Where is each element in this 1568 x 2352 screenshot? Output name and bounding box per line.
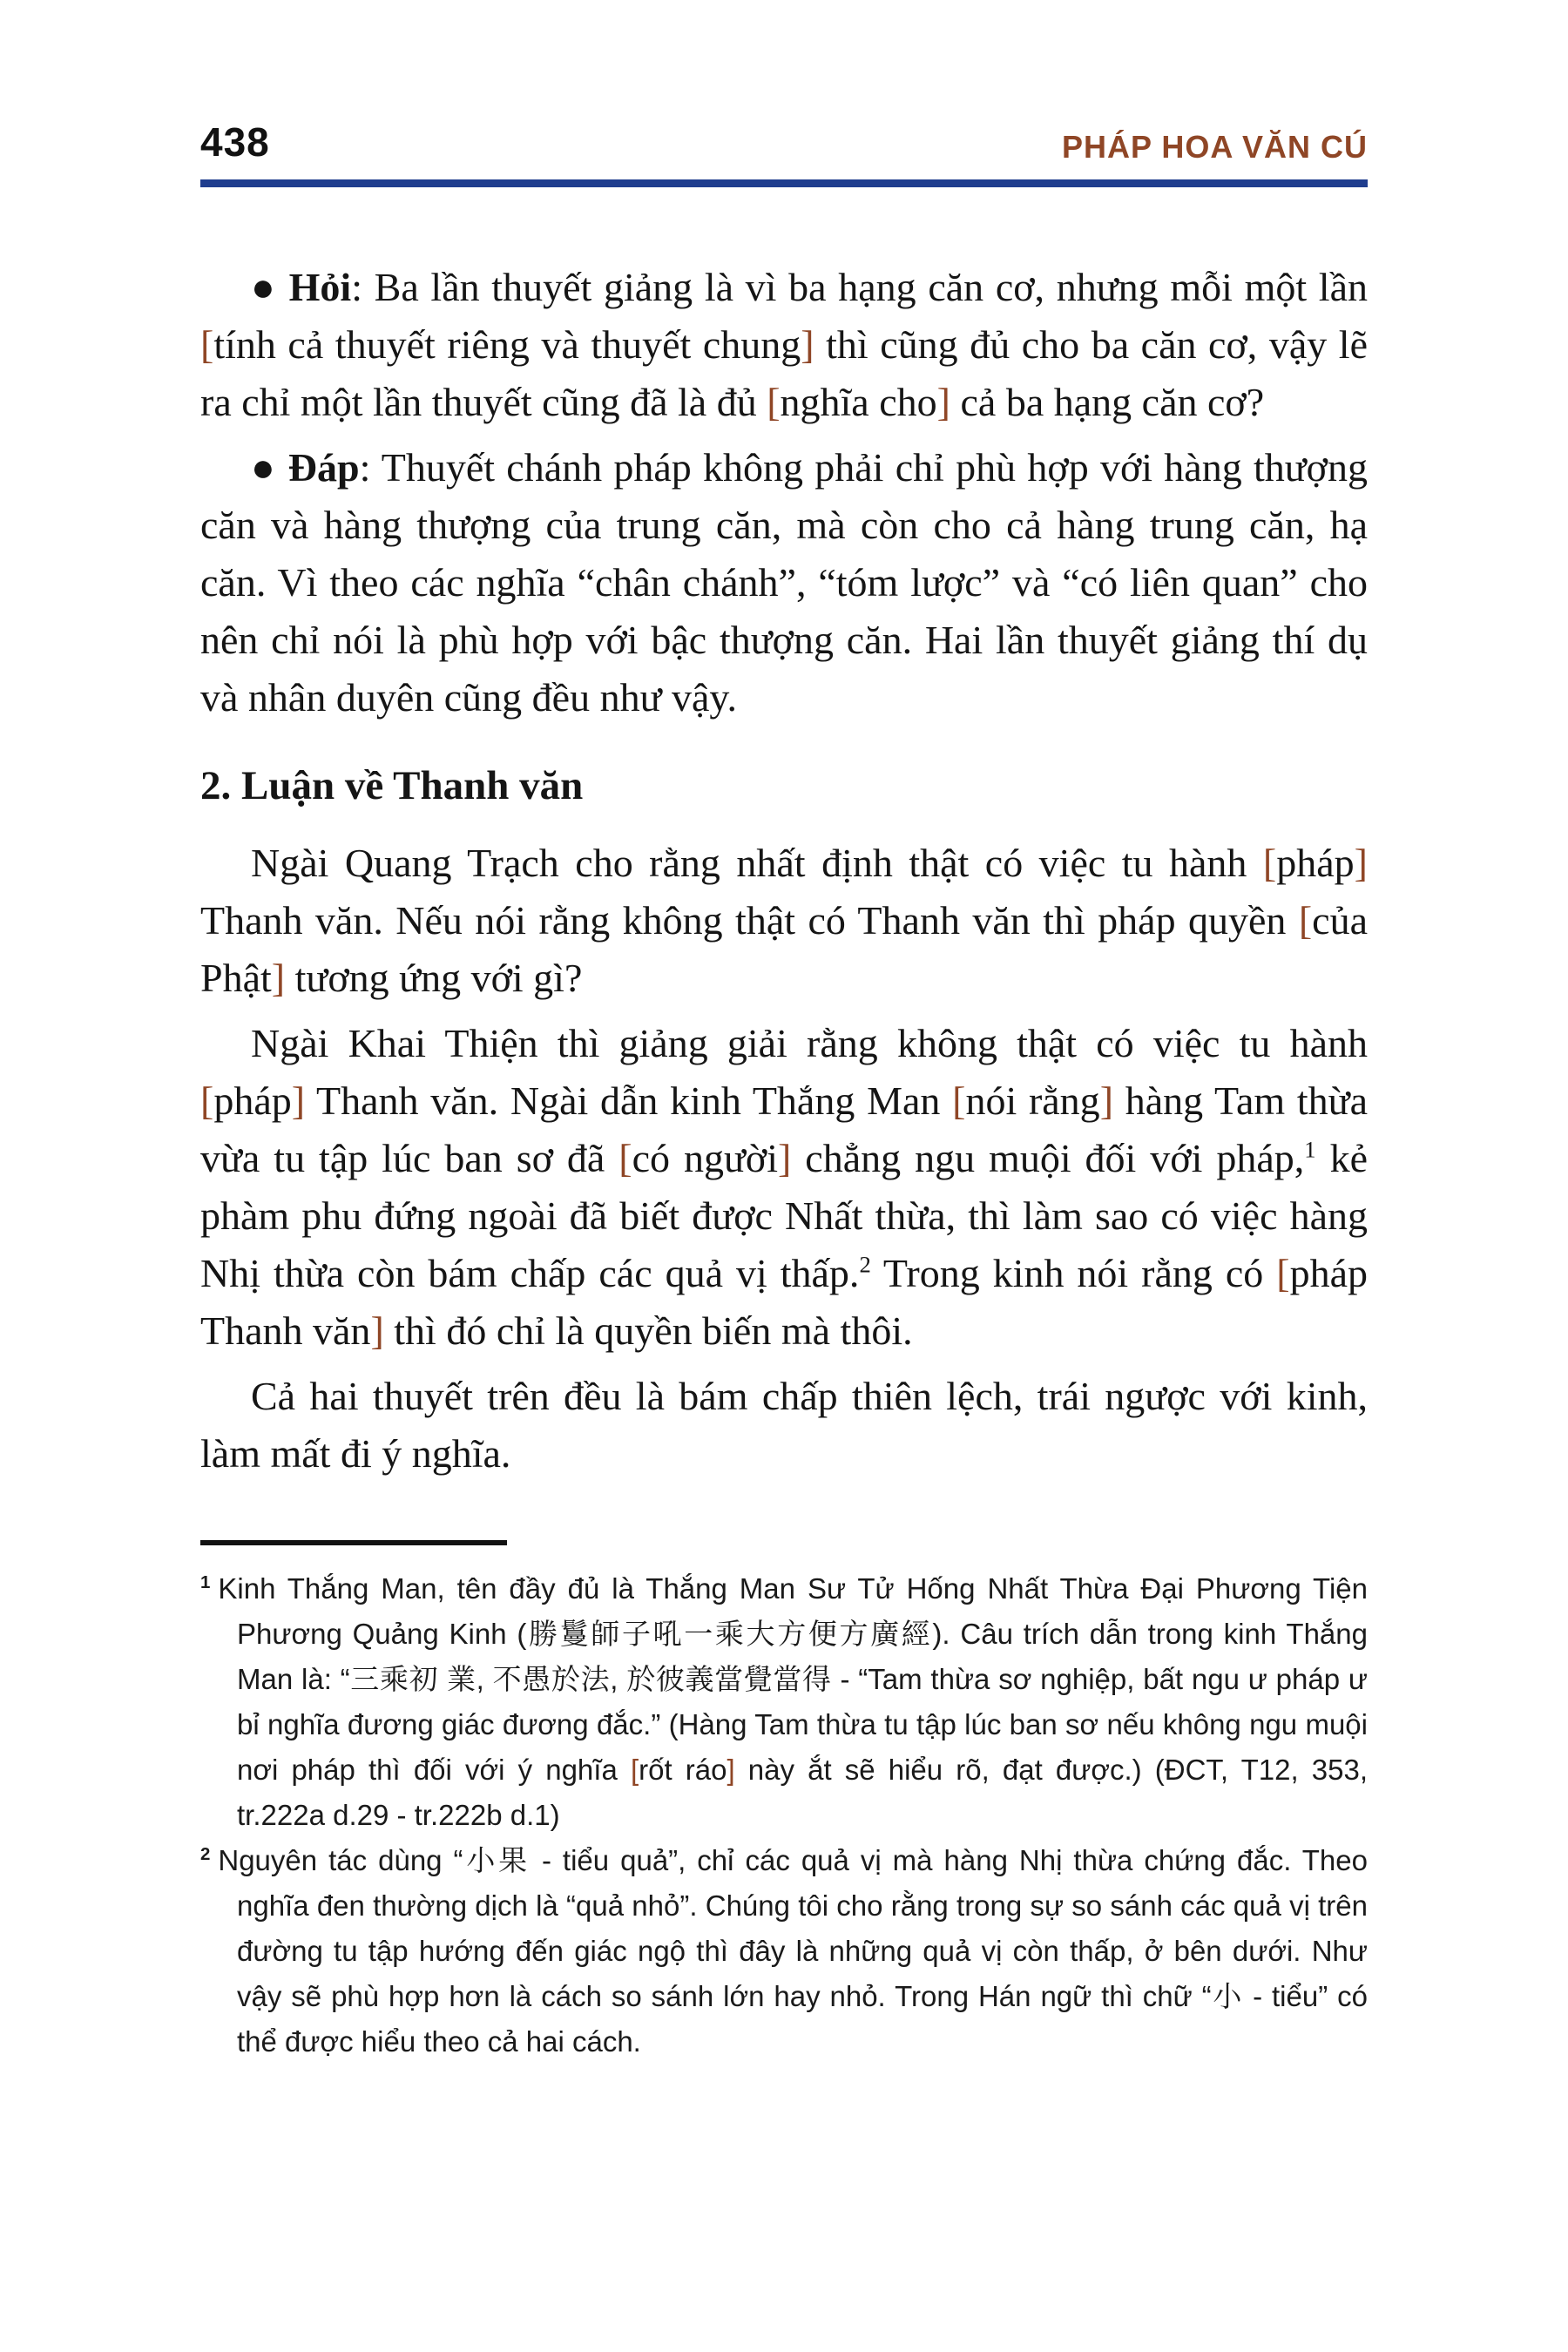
text-run: kẻ phàm phu đứng ngoài đã biết được Nhất thừa, thì làm sao có việc hàng Nhị thừa còn bám chấp các quả vị thấp. [200,1136,1368,1295]
text-run: : Ba lần thuyết giảng là vì ba hạng căn cơ, nhưng mỗi một lần [351,265,1368,309]
text-run: ] [271,956,286,1000]
text-run: hàng Tam thừa vừa tu tập lúc ban sơ đã [200,1078,1368,1180]
text-run: của Phật [200,898,1368,1000]
text-run: [ [618,1136,632,1180]
text-run: [ [630,1754,639,1786]
text-run: thì cũng đủ cho ba căn cơ, vậy lẽ ra chỉ một lần thuyết cũng đã là đủ [200,322,1368,424]
text-run: Thanh văn. Nếu nói rằng không thật có Thanh văn thì pháp quyền [200,898,1299,943]
paragraph-quang-trach [200,835,1368,1007]
section-heading: 2. Luận về Thanh văn [200,763,584,808]
running-title: PHÁP HOA VĂN CÚ [1061,129,1368,165]
text-run: ] [291,1078,306,1123]
text-run: thì đó chỉ là quyền biến mà thôi. [383,1308,913,1353]
page-number: 438 [200,119,270,165]
text-run: Đáp [287,445,360,490]
text-run: pháp [1276,841,1355,885]
paragraph-conclusion [200,1368,1368,1483]
text-run: [ [767,380,781,424]
text-run: ] [1354,841,1368,885]
footnote-separator [200,1540,507,1545]
body-text [200,259,1368,1483]
text-run: Ngài Quang Trạch cho rằng nhất định thật có việc tu hành [251,841,1263,885]
text-run: pháp Thanh văn [200,1251,1368,1353]
text-run: Thanh văn. Ngài dẫn kinh Thắng Man [305,1078,953,1123]
text-run: ] [1099,1078,1114,1123]
text-run: [ [1276,1251,1290,1295]
text-run: nói rằng [965,1078,1100,1123]
text-run: nghĩa cho [780,380,937,424]
text-run: Hỏi [288,265,352,309]
text-run: ] [936,380,950,424]
text-run: Nguyên tác dùng “小果 - tiểu quả”, chỉ các quả vị mà hàng Nhị thừa chứng đắc. Theo nghĩa đen thường dịch là “quả nhỏ”. Chúng tôi cho rằng trong sự so sánh các quả vị trên đường tu tập hướng đến giác ngộ thì đây là những quả vị còn thấp, ở bên dưới. Như vậy sẽ phù hợp hơn là cách so sánh lớn hay nhỏ. Trong Hán ngữ thì chữ “小 - tiểu” có thể được hiểu theo cả hai cách. [218,1844,1368,2058]
text-run: Trong kinh nói rằng có [870,1251,1277,1295]
footnotes [200,1566,1368,2065]
paragraph-answer [200,439,1368,727]
text-run: Ngài Khai Thiện thì giảng giải rằng không thật có việc tu hành [251,1021,1368,1065]
paragraph-khai-thien [200,1015,1368,1360]
text-run: pháp [213,1078,292,1123]
text-run: tính cả thuyết riêng và thuyết chung [213,322,801,367]
text-run: tương ứng với gì? [285,956,583,1000]
text-run: ] [727,1754,735,1786]
text-run: ] [370,1308,384,1353]
text-run: rốt ráo [639,1754,727,1786]
text-run: Kinh Thắng Man, tên đầy đủ là Thắng Man Sư Tử Hống Nhất Thừa Đại Phương Tiện Phương Quảng Kinh (勝鬘師子吼一乘大方便方廣經). Câu trích dẫn trong kinh Thắng Man là: “三乘初 業, 不愚於法, 於彼義當覺當得 - “Tam thừa sơ nghiệp, bất ngu ư pháp ư bỉ nghĩa đương giác đương đắc.” (Hàng Tam thừa tu tập lúc ban sơ nếu không ngu muội nơi pháp thì đối với ý nghĩa [218,1572,1368,1786]
text-run: ● [251,445,288,490]
footnote-reference: 2 [859,1251,871,1278]
page-header [200,118,1368,166]
footnote-reference: 1 [1304,1136,1316,1163]
text-run: Cả hai thuyết trên đều là bám chấp thiên lệch, trái ngược với kinh, làm mất đi ý nghĩa. [200,1374,1368,1476]
footnote-marker: 1 [200,1572,211,1592]
header-rule [200,179,1368,187]
text-run: cả ba hạng căn cơ? [950,380,1265,424]
footnote-1 [200,1566,1368,1838]
text-run: [ [200,322,214,367]
text-run: [ [1298,898,1313,943]
text-run: ● [251,265,289,309]
text-run: [ [200,1078,214,1123]
paragraph-question [200,259,1368,431]
text-run: này ắt sẽ hiểu rõ, đạt được.) (ĐCT, T12, 353, tr.222a d.29 - tr.222b d.1) [237,1754,1369,1831]
text-run: [ [1262,841,1277,885]
text-run: chẳng ngu muội đối với pháp, [791,1136,1305,1180]
text-run: ] [801,322,814,367]
text-run: : Thuyết chánh pháp không phải chỉ phù hợp với hàng thượng căn và hàng thượng của trung căn, mà còn cho cả hàng trung căn, hạ căn. Vì theo các nghĩa “chân chánh”, “tóm lược” và “có liên quan” cho nên chỉ nói là phù hợp với bậc thượng căn. Hai lần thuyết giảng thí dụ và nhân duyên cũng đều như vậy. [200,445,1368,720]
text-run: có người [632,1136,779,1180]
text-run: [ [952,1078,966,1123]
footnote-2 [200,1838,1368,2065]
text-run: ] [778,1136,792,1180]
footnote-marker: 2 [200,1844,211,1864]
